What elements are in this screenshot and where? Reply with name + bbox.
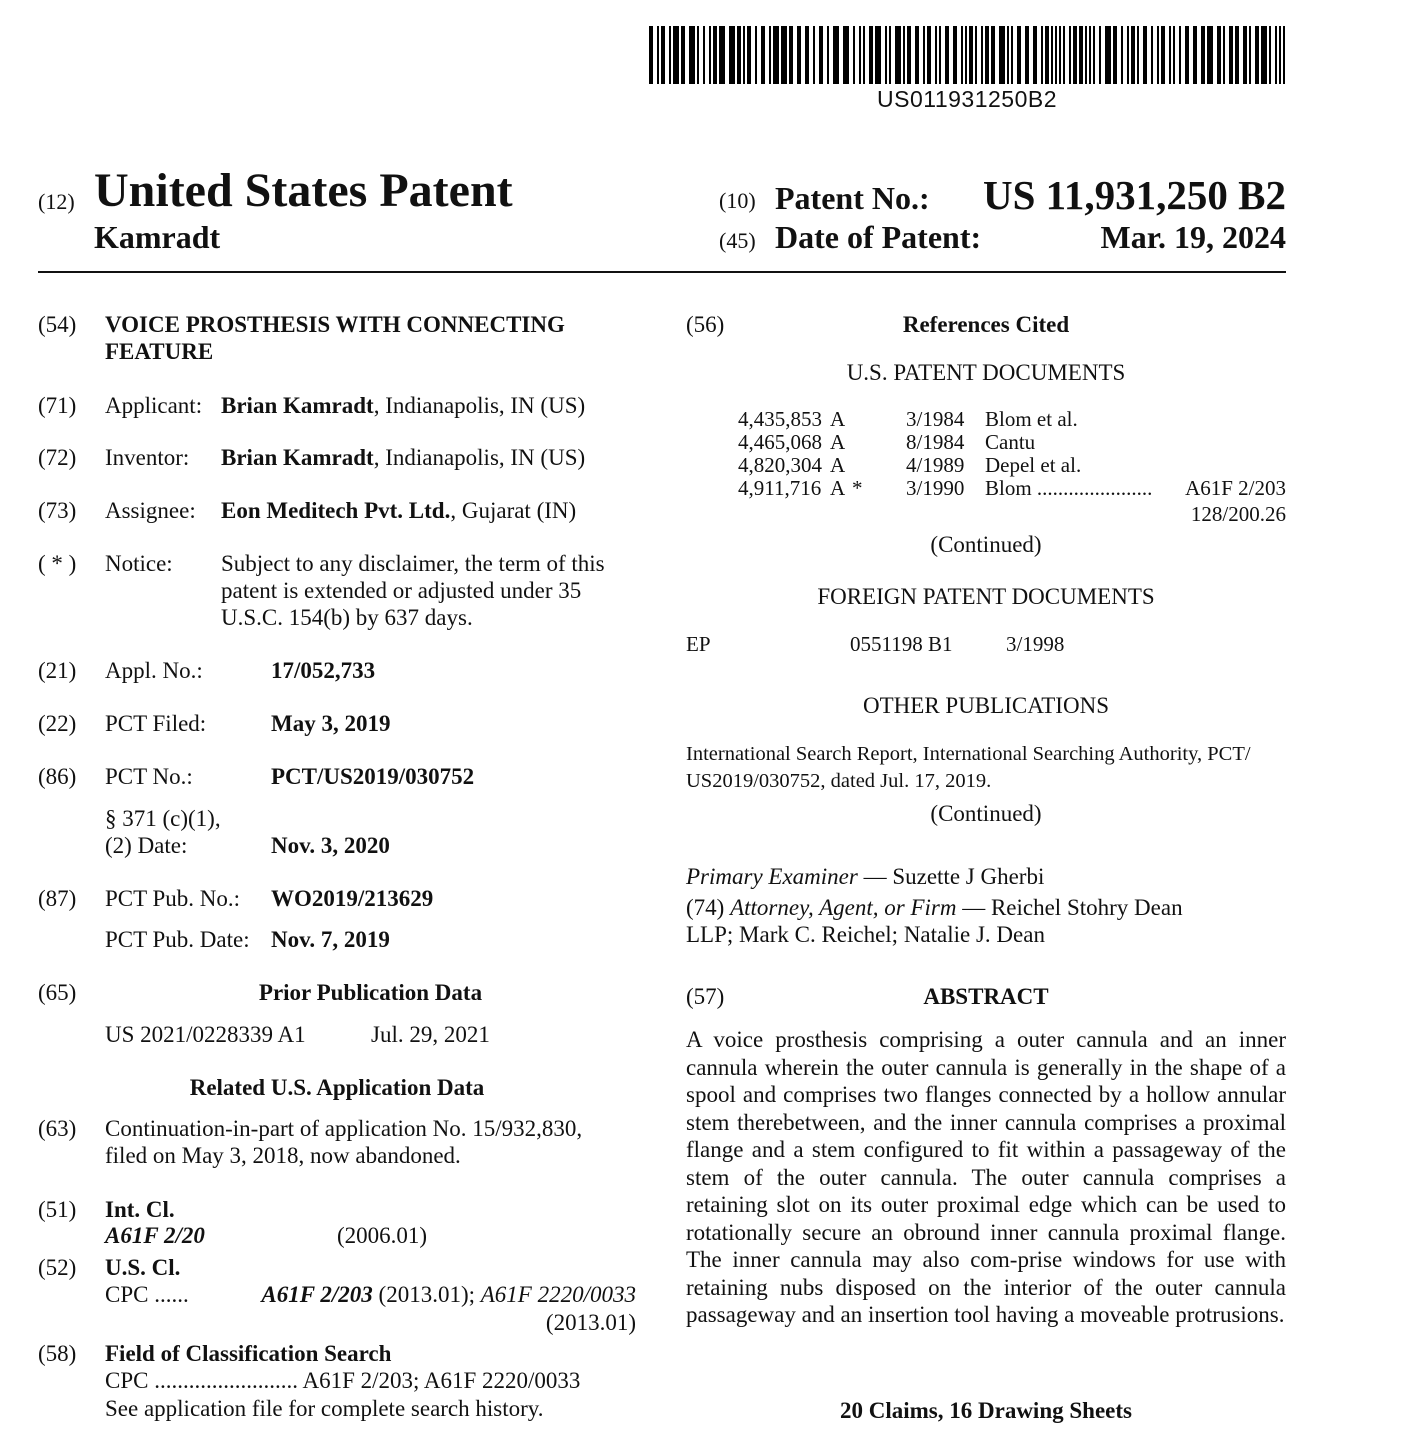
reference-date: 8/1984 xyxy=(906,430,965,454)
barcode-bar xyxy=(1137,26,1139,84)
related-application-line1: Continuation-in-part of application No. 15/932,830, xyxy=(105,1116,583,1141)
int-cl-class: A61F 2/20 xyxy=(105,1223,205,1248)
barcode-bar xyxy=(975,26,977,84)
barcode-bar xyxy=(1045,26,1049,84)
inventor-surname: Kamradt xyxy=(94,219,221,255)
patent-number: US 11,931,250 B2 xyxy=(983,172,1286,218)
barcode-bar xyxy=(781,26,787,84)
barcode-bar xyxy=(985,26,989,84)
barcode-bar xyxy=(981,26,983,84)
barcode-bar xyxy=(789,26,793,84)
barcode-bar xyxy=(1017,26,1021,84)
barcode-bar xyxy=(1283,26,1285,84)
other-publications-continued: (Continued) xyxy=(930,801,1042,826)
barcode-bar xyxy=(673,26,679,84)
barcode-bar xyxy=(903,26,905,84)
related-application-heading: Related U.S. Application Data xyxy=(189,1075,485,1100)
pct-filed-label: PCT Filed: xyxy=(105,711,207,736)
reference-row xyxy=(738,408,1286,431)
code-21: (21) xyxy=(38,658,77,683)
inventor-name: Brian Kamradt xyxy=(221,445,374,470)
claims-and-drawings: 20 Claims, 16 Drawing Sheets xyxy=(840,1398,1132,1423)
barcode-bar xyxy=(661,26,665,84)
assignee-location: , Gujarat (IN) xyxy=(450,498,577,523)
barcode-bar xyxy=(875,26,881,84)
reference-class xyxy=(1175,408,1286,431)
barcode-bar xyxy=(923,26,925,84)
barcode-bar xyxy=(1041,26,1043,84)
barcode-bar xyxy=(859,26,861,84)
reference-name: Blom ...................... xyxy=(985,476,1153,500)
code-notice: ( * ) xyxy=(38,551,77,576)
barcode-bar xyxy=(961,26,963,84)
barcode-bar xyxy=(1275,26,1277,84)
code-72: (72) xyxy=(38,445,77,470)
reference-kind: A xyxy=(830,430,846,454)
code-57: (57) xyxy=(686,984,725,1009)
applicant-name: Brian Kamradt xyxy=(221,393,374,418)
reference-number: 4,820,304 xyxy=(738,453,822,477)
document-type-title: United States Patent xyxy=(94,164,513,217)
barcode xyxy=(649,26,1285,84)
barcode-bar xyxy=(1255,26,1259,84)
primary-examiner-dash: — xyxy=(857,864,893,889)
abstract-heading: ABSTRACT xyxy=(923,984,1049,1009)
date-of-patent: Mar. 19, 2024 xyxy=(1100,219,1286,255)
field-search-cpc: CPC ......................... A61F 2/203; A61F 2220/0033 xyxy=(105,1368,581,1393)
pct-no-label: PCT No.: xyxy=(105,764,193,789)
barcode-bar xyxy=(939,26,941,84)
foreign-date: 3/1998 xyxy=(1006,632,1065,656)
reference-row xyxy=(738,477,1286,500)
barcode-bar xyxy=(1033,26,1037,84)
code-45: (45) xyxy=(719,228,756,253)
barcode-bar xyxy=(1007,26,1009,84)
barcode-bar xyxy=(869,26,873,84)
barcode-bar xyxy=(1161,26,1165,84)
us-cl-label: U.S. Cl. xyxy=(105,1255,181,1280)
barcode-bar xyxy=(737,26,741,84)
reference-name: Cantu xyxy=(985,430,1036,454)
barcode-bar xyxy=(761,26,765,84)
barcode-bar xyxy=(1113,26,1117,84)
barcode-bar xyxy=(945,26,949,84)
barcode-bar xyxy=(1229,26,1233,84)
applicant-label: Applicant: xyxy=(105,393,203,418)
barcode-bar xyxy=(833,26,839,84)
primary-examiner xyxy=(686,863,1044,890)
other-publication-line1: International Search Report, International Searching Authority, PCT/ xyxy=(686,743,1251,765)
reference-row xyxy=(738,431,1286,454)
barcode-bar xyxy=(1051,26,1053,84)
notice-label: Notice: xyxy=(105,551,173,576)
other-publications-heading: OTHER PUBLICATIONS xyxy=(863,693,1109,718)
code-12: (12) xyxy=(38,189,75,214)
barcode-bar xyxy=(1121,26,1123,84)
reference-extra-class: 128/200.26 xyxy=(1190,502,1286,526)
code-73: (73) xyxy=(38,498,77,523)
date-of-patent-label: Date of Patent: xyxy=(775,219,982,255)
barcode-bar xyxy=(1079,26,1083,84)
pct-pub-no-value: WO2019/213629 xyxy=(271,886,434,911)
barcode-bar xyxy=(697,26,699,84)
inventor-location: , Indianapolis, IN (US) xyxy=(373,445,586,470)
primary-examiner-label: Primary Examiner xyxy=(686,864,858,889)
code-10: (10) xyxy=(719,188,756,213)
barcode-bar xyxy=(853,26,855,84)
reference-row xyxy=(738,454,1286,477)
barcode-bar xyxy=(895,26,901,84)
barcode-bar xyxy=(1243,26,1247,84)
applicant-value xyxy=(221,392,585,419)
other-publication-line2: US2019/030752, dated Jul. 17, 2019. xyxy=(686,770,992,792)
code-56: (56) xyxy=(686,312,725,337)
reference-date: 3/1990 xyxy=(906,476,965,500)
inventor-label: Inventor: xyxy=(105,445,190,470)
barcode-bar xyxy=(1201,26,1205,84)
pct-pub-no-label: PCT Pub. No.: xyxy=(105,886,241,911)
field-search-label: Field of Classification Search xyxy=(105,1341,392,1366)
header-rule xyxy=(38,271,1286,273)
barcode-bar xyxy=(1073,26,1077,84)
code-86: (86) xyxy=(38,764,77,789)
patent-number-label: Patent No.: xyxy=(775,180,930,216)
barcode-bar xyxy=(965,26,967,84)
attorney-dash: — xyxy=(956,895,991,920)
barcode-bar xyxy=(1063,26,1065,84)
foreign-country: EP xyxy=(686,632,711,656)
pct-filed-value: May 3, 2019 xyxy=(271,711,391,736)
barcode-bar xyxy=(713,26,717,84)
barcode-bar xyxy=(889,26,891,84)
barcode-bar xyxy=(1069,26,1071,84)
reference-class xyxy=(1175,454,1286,477)
barcode-bar xyxy=(797,26,801,84)
barcode-bar xyxy=(1093,26,1095,84)
barcode-bar xyxy=(1025,26,1029,84)
barcode-bar xyxy=(703,26,705,84)
barcode-bar xyxy=(719,26,725,84)
barcode-bar xyxy=(747,26,751,84)
barcode-bar xyxy=(935,26,937,84)
barcode-bar xyxy=(827,26,829,84)
attorney-label: Attorney, Agent, or Firm xyxy=(730,895,957,920)
references-cited-heading: References Cited xyxy=(902,312,1070,337)
reference-star: * xyxy=(852,476,863,500)
notice-line2: patent is extended or adjusted under 35 xyxy=(221,578,582,603)
barcode-bar xyxy=(907,26,911,84)
barcode-bar xyxy=(843,26,849,84)
barcode-bar xyxy=(1157,26,1159,84)
barcode-bar xyxy=(1151,26,1153,84)
barcode-bar xyxy=(649,26,653,84)
barcode-bar xyxy=(1055,26,1057,84)
reference-number: 4,465,068 xyxy=(738,430,822,454)
us-patent-documents-table xyxy=(738,408,1286,500)
attorney-name-part1: Reichel Stohry Dean xyxy=(990,895,1183,920)
assignee-name: Eon Meditech Pvt. Ltd. xyxy=(221,498,451,523)
notice-line3: U.S.C. 154(b) by 637 days. xyxy=(221,605,473,630)
barcode-bar xyxy=(991,26,995,84)
barcode-bar xyxy=(1279,26,1281,84)
barcode-bar xyxy=(1179,26,1181,84)
primary-examiner-name: Suzette J Gherbi xyxy=(892,864,1045,889)
s371-label-line2: (2) Date: xyxy=(105,833,188,858)
barcode-bar xyxy=(1193,26,1197,84)
barcode-bar xyxy=(1089,26,1091,84)
barcode-bar xyxy=(1131,26,1135,84)
reference-star xyxy=(852,408,906,431)
us-cl-cpc-prefix: CPC ...... xyxy=(105,1282,189,1307)
invention-title-line1: VOICE PROSTHESIS WITH CONNECTING xyxy=(105,312,565,337)
us-cl-version1: (2013.01); xyxy=(372,1282,481,1307)
barcode-bar xyxy=(729,26,735,84)
barcode-bar xyxy=(969,26,973,84)
barcode-bar xyxy=(1207,26,1213,84)
barcode-bar xyxy=(769,26,771,84)
applicant-location: , Indianapolis, IN (US) xyxy=(373,393,586,418)
prior-publication-number: US 2021/0228339 A1 xyxy=(105,1022,306,1047)
barcode-bar xyxy=(1185,26,1189,84)
barcode-bar xyxy=(681,26,685,84)
barcode-bar xyxy=(1223,26,1225,84)
barcode-bar xyxy=(999,26,1005,84)
reference-date: 3/1984 xyxy=(906,407,965,431)
prior-publication-heading: Prior Publication Data xyxy=(258,980,483,1005)
appl-no-value: 17/052,733 xyxy=(271,658,376,683)
code-22: (22) xyxy=(38,711,77,736)
barcode-bar xyxy=(755,26,757,84)
barcode-bar xyxy=(669,26,671,84)
code-74: (74) xyxy=(686,895,725,920)
barcode-bar xyxy=(1011,26,1013,84)
barcode-bar xyxy=(1249,26,1251,84)
barcode-bar xyxy=(885,26,887,84)
pct-pub-date-value: Nov. 7, 2019 xyxy=(271,927,390,952)
code-71: (71) xyxy=(38,393,77,418)
barcode-bar xyxy=(1235,26,1239,84)
code-52: (52) xyxy=(38,1255,77,1280)
us-patent-documents-heading: U.S. PATENT DOCUMENTS xyxy=(846,360,1126,385)
foreign-patent-documents-heading: FOREIGN PATENT DOCUMENTS xyxy=(817,584,1155,609)
s371-label-line1: § 371 (c)(1), xyxy=(105,806,221,831)
reference-name: Blom et al. xyxy=(985,407,1078,431)
reference-class xyxy=(1175,431,1286,454)
barcode-bar xyxy=(1217,26,1221,84)
reference-class: A61F 2/203 xyxy=(1185,476,1286,500)
reference-kind: A xyxy=(830,453,846,477)
prior-publication-date: Jul. 29, 2021 xyxy=(371,1022,490,1047)
code-87: (87) xyxy=(38,886,77,911)
appl-no-label: Appl. No.: xyxy=(105,658,203,683)
barcode-bar xyxy=(773,26,779,84)
barcode-bar xyxy=(709,26,711,84)
related-application-line2: filed on May 3, 2018, now abandoned. xyxy=(105,1143,461,1168)
field-search-note: See application file for complete search history. xyxy=(105,1396,544,1421)
inventor-value xyxy=(221,444,585,471)
barcode-bar xyxy=(1085,26,1087,84)
assignee-label: Assignee: xyxy=(105,498,196,523)
barcode-bar xyxy=(927,26,931,84)
reference-star xyxy=(852,454,906,477)
s371-date-value: Nov. 3, 2020 xyxy=(271,833,390,858)
barcode-bar xyxy=(1143,26,1147,84)
barcode-number: US011931250B2 xyxy=(877,86,1057,112)
assignee-value xyxy=(221,497,576,524)
barcode-bar xyxy=(953,26,957,84)
invention-title-line2: FEATURE xyxy=(105,339,214,364)
us-cl-class1: A61F 2/203 xyxy=(261,1282,373,1307)
barcode-bar xyxy=(1173,26,1175,84)
us-cl-cpc-classes xyxy=(200,1281,636,1308)
foreign-number: 0551198 B1 xyxy=(850,632,953,656)
barcode-bar xyxy=(743,26,745,84)
barcode-bar xyxy=(819,26,823,84)
int-cl-label: Int. Cl. xyxy=(105,1197,175,1222)
code-65: (65) xyxy=(38,980,77,1005)
reference-date: 4/1989 xyxy=(906,453,965,477)
notice-line1: Subject to any disclaimer, the term of this xyxy=(221,551,605,576)
barcode-bar xyxy=(863,26,865,84)
barcode-bar xyxy=(915,26,919,84)
barcode-bar xyxy=(1127,26,1129,84)
int-cl-version: (2006.01) xyxy=(337,1223,428,1248)
reference-star xyxy=(852,431,906,454)
code-51: (51) xyxy=(38,1197,77,1222)
barcode-bar xyxy=(1099,26,1101,84)
abstract-text: A voice prosthesis comprising a outer cannula and an inner cannula wherein the outer cannula is generally in the shape of a spool and comprises two flanges connected by a hollow annular stem therebetween, and the inner cannula comprises a proximal flange and a stem configured to fit within a passageway of the stem of the outer cannula. The outer cannula comprises a retaining slot on its outer proximal edge which can be used to rotationally secure an obround inner cannula proximal flange. The inner cannula may also com-prise windows for use with retaining nubs disposed on the interior of the outer cannula passageway and an insertion tool having a moveable protrusions. xyxy=(686,1027,1286,1327)
barcode-bar xyxy=(689,26,695,84)
barcode-bar xyxy=(1261,26,1267,84)
barcode-bar xyxy=(1269,26,1271,84)
barcode-bar xyxy=(657,26,659,84)
us-cl-version2: (2013.01) xyxy=(545,1310,636,1335)
reference-kind: A xyxy=(830,407,846,431)
reference-number: 4,435,853 xyxy=(738,407,822,431)
attorney-line1 xyxy=(686,894,1183,921)
us-cl-class2: A61F 2220/0033 xyxy=(480,1282,636,1307)
code-63: (63) xyxy=(38,1116,77,1141)
attorney-line2: LLP; Mark C. Reichel; Natalie J. Dean xyxy=(686,922,1045,947)
reference-kind: A xyxy=(830,476,846,500)
code-58: (58) xyxy=(38,1341,77,1366)
pct-no-value: PCT/US2019/030752 xyxy=(271,764,475,789)
reference-name: Depel et al. xyxy=(985,453,1082,477)
barcode-bar xyxy=(1169,26,1171,84)
reference-number: 4,911,716 xyxy=(738,476,822,500)
barcode-bar xyxy=(1059,26,1061,84)
barcode-bar xyxy=(813,26,815,84)
pct-pub-date-label: PCT Pub. Date: xyxy=(105,927,250,952)
references-continued: (Continued) xyxy=(930,532,1042,557)
barcode-bar xyxy=(805,26,809,84)
barcode-bar xyxy=(1105,26,1111,84)
code-54: (54) xyxy=(38,312,77,337)
